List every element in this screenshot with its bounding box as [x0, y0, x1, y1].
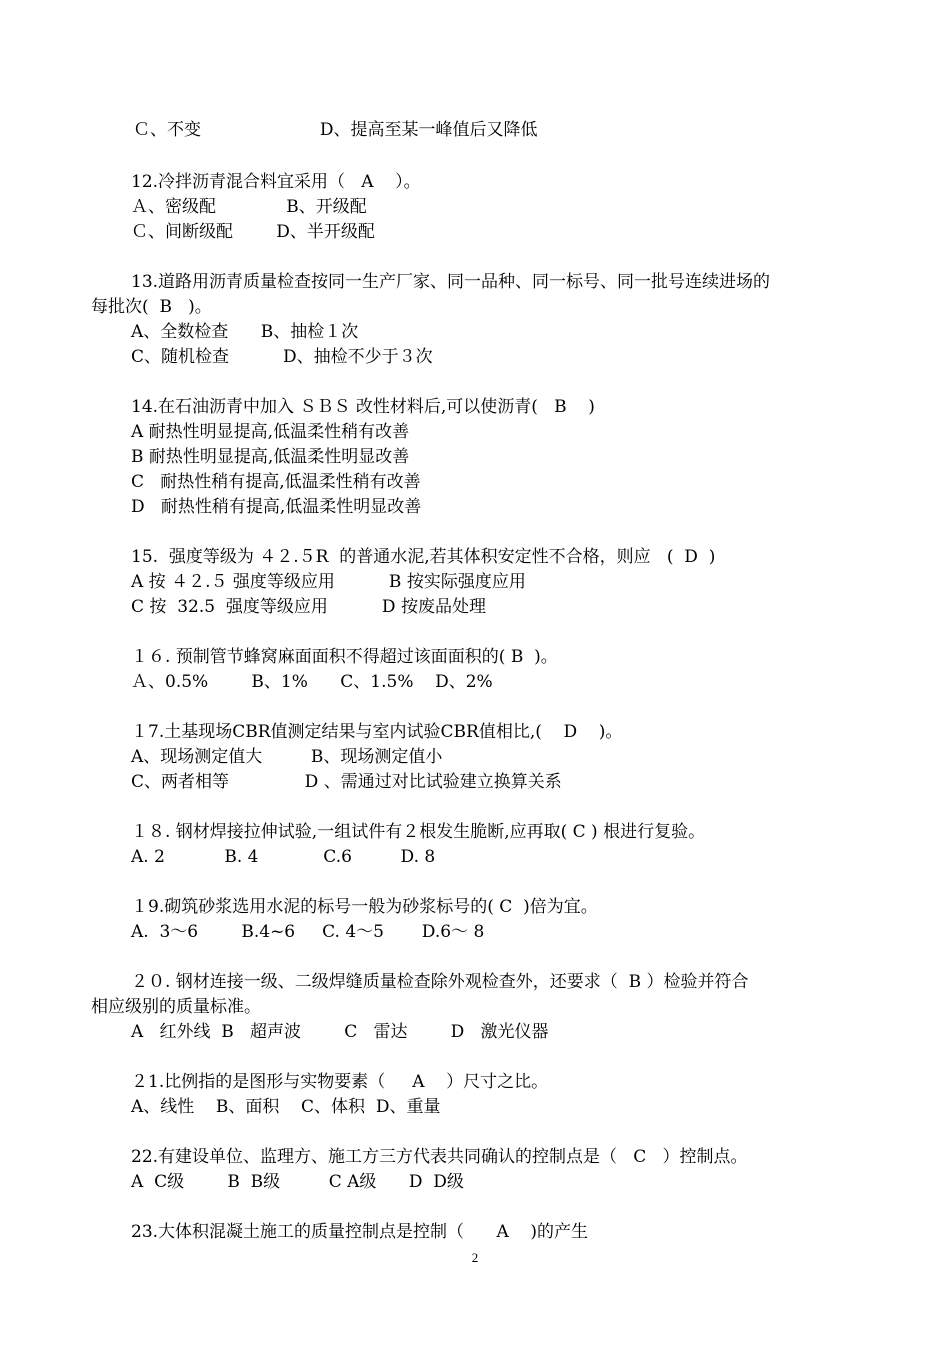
q17-options-ab: A、现场测定值大 B、现场测定值小: [131, 747, 443, 767]
q15-options-ab: A 按 ４２.５ 强度等级应用 B 按实际强度应用: [131, 572, 526, 592]
q18-stem: １８. 钢材焊接拉伸试验,一组试件有２根发生脆断,应再取( C ) 根进行复验。: [131, 822, 706, 842]
q21-stem: ２1.比例指的是图形与实物要素（ A ）尺寸之比。: [131, 1072, 549, 1092]
q13-stem-line1: 13.道路用沥青质量检查按同一生产厂家、同一品种、同一标号、同一批号连续进场的: [131, 272, 771, 292]
q19-options: A. 3～6 B.4~6 C. 4～5 D.6～ 8: [131, 922, 485, 942]
q12-options-cd: Ｃ、间断级配 D、半开级配: [131, 222, 375, 242]
page-number: 2: [471, 1250, 479, 1265]
q15-stem: 15. 强度等级为 ４２.５R 的普通水泥,若其体积安定性不合格，则应 ( D ): [131, 547, 716, 567]
q20-options: A 红外线 B 超声波 C 雷达 D 激光仪器: [131, 1022, 549, 1042]
q13-options-ab: A、全数检查 B、抽检１次: [131, 322, 359, 342]
q14-option-d: D 耐热性稍有提高,低温柔性明显改善: [131, 497, 422, 517]
q13-options-cd: C、随机检查 D、抽检不少于３次: [131, 347, 433, 367]
q20-stem-line2: 相应级别的质量标准。: [91, 997, 261, 1017]
q16-stem: １６. 预制管节蜂窝麻面面积不得超过该面面积的( B )。: [131, 647, 558, 667]
q14-stem: 14.在石油沥青中加入 ＳＢＳ 改性材料后,可以使沥青( B ): [131, 397, 595, 417]
q13-stem-line2: 每批次( B )。: [91, 297, 212, 317]
q16-options: Ａ、0.5% B、1% C、1.5% D、2%: [131, 672, 493, 692]
q12-options-ab: Ａ、密级配 B、开级配: [131, 197, 367, 217]
q12-stem: 12.冷拌沥青混合料宜采用（ A ）。: [131, 172, 421, 192]
q18-options: A. 2 B. 4 C.6 D. 8: [131, 847, 436, 867]
q14-option-a: A 耐热性明显提高,低温柔性稍有改善: [131, 422, 410, 442]
q14-option-b: B 耐热性明显提高,低温柔性明显改善: [131, 447, 410, 467]
q22-options: A C级 B B级 C A级 D D级: [131, 1172, 464, 1192]
q23-stem: 23.大体积混凝土施工的质量控制点是控制（ A )的产生: [131, 1222, 588, 1242]
q17-options-cd: C、两者相等 D 、需通过对比试验建立换算关系: [131, 772, 562, 792]
q22-stem: 22.有建设单位、监理方、施工方三方代表共同确认的控制点是（ C ）控制点。: [131, 1147, 748, 1167]
q20-stem-line1: ２０. 钢材连接一级、二级焊缝质量检查除外观检查外，还要求（ B ）检验并符合: [131, 972, 749, 992]
q17-stem: １7.土基现场CBR值测定结果与室内试验CBR值相比,( D )。: [131, 722, 623, 742]
q14-option-c: C 耐热性稍有提高,低温柔性稍有改善: [131, 472, 421, 492]
q11-options-cd: Ｃ、不变 D、提高至某一峰值后又降低: [133, 120, 538, 140]
q19-stem: １9.砌筑砂浆选用水泥的标号一般为砂浆标号的( C )倍为宜。: [131, 897, 598, 917]
q21-options: A、线性 B、面积 C、体积 D、重量: [131, 1097, 441, 1117]
q15-options-cd: C 按 32.5 强度等级应用 D 按废品处理: [131, 597, 486, 617]
